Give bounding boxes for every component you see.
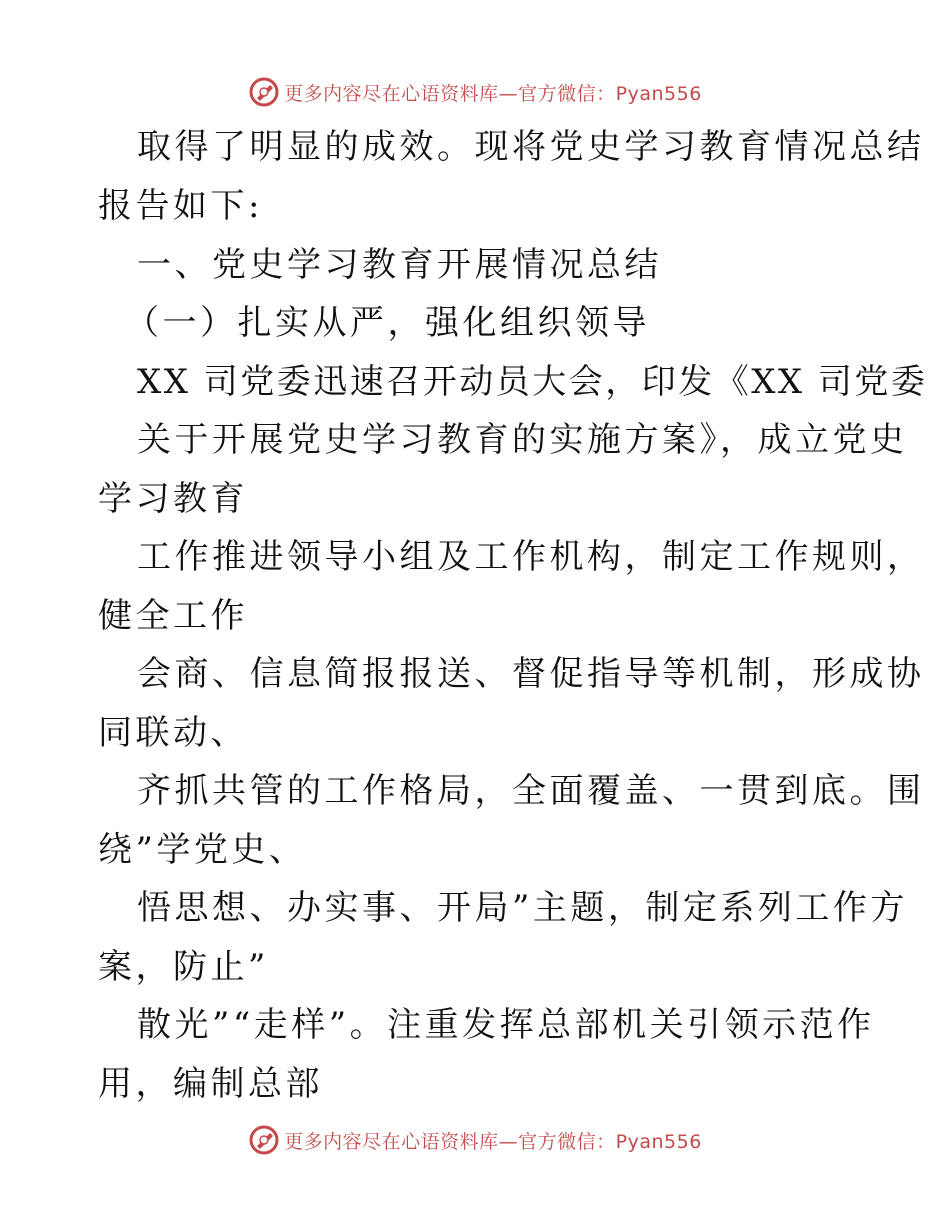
watermark-text: 更多内容尽在心语资料库—官方微信：Pyan556 [284,1130,702,1153]
body-line: 齐抓共管的工作格局，全面覆盖、一贯到底。围 [137,771,925,811]
body-line: 关于开展党史学习教育的实施方案》，成立党史 [137,420,908,460]
seal-logo-icon [248,76,280,108]
body-line: 案，防止” [98,947,269,987]
body-line: 工作推进领导小组及工作机构，制定工作规则， [137,537,925,577]
body-line: 取得了明显的成效。现将党史学习教育情况总结 [137,127,925,167]
body-line: 会商、信息简报报送、督促指导等机制，形成协 [137,654,925,694]
section-heading: 一、党史学习教育开展情况总结 [137,245,662,285]
seal-logo-icon [248,1124,280,1156]
body-line: 报告如下: [98,186,263,226]
body-line: 学习教育 [98,479,248,519]
subsection-heading: （一）扎实从严，强化组织领导 [125,303,650,343]
body-line: 同联动、 [98,713,248,753]
body-line: 散光”“走样”。注重发挥总部机关引领示范作 [137,1005,875,1045]
watermark-text: 更多内容尽在心语资料库—官方微信：Pyan556 [284,82,702,105]
body-line: 健全工作 [98,596,248,636]
body-line: 用，编制总部 [98,1064,323,1104]
footer-watermark [0,1120,950,1160]
body-line: 悟思想、办实事、开局”主题，制定系列工作方 [137,888,908,928]
body-line: 绕”学党史、 [98,830,307,870]
header-watermark [0,72,950,112]
body-line: XX 司党委迅速召开动员大会，印发《XX 司党委 [137,362,928,402]
